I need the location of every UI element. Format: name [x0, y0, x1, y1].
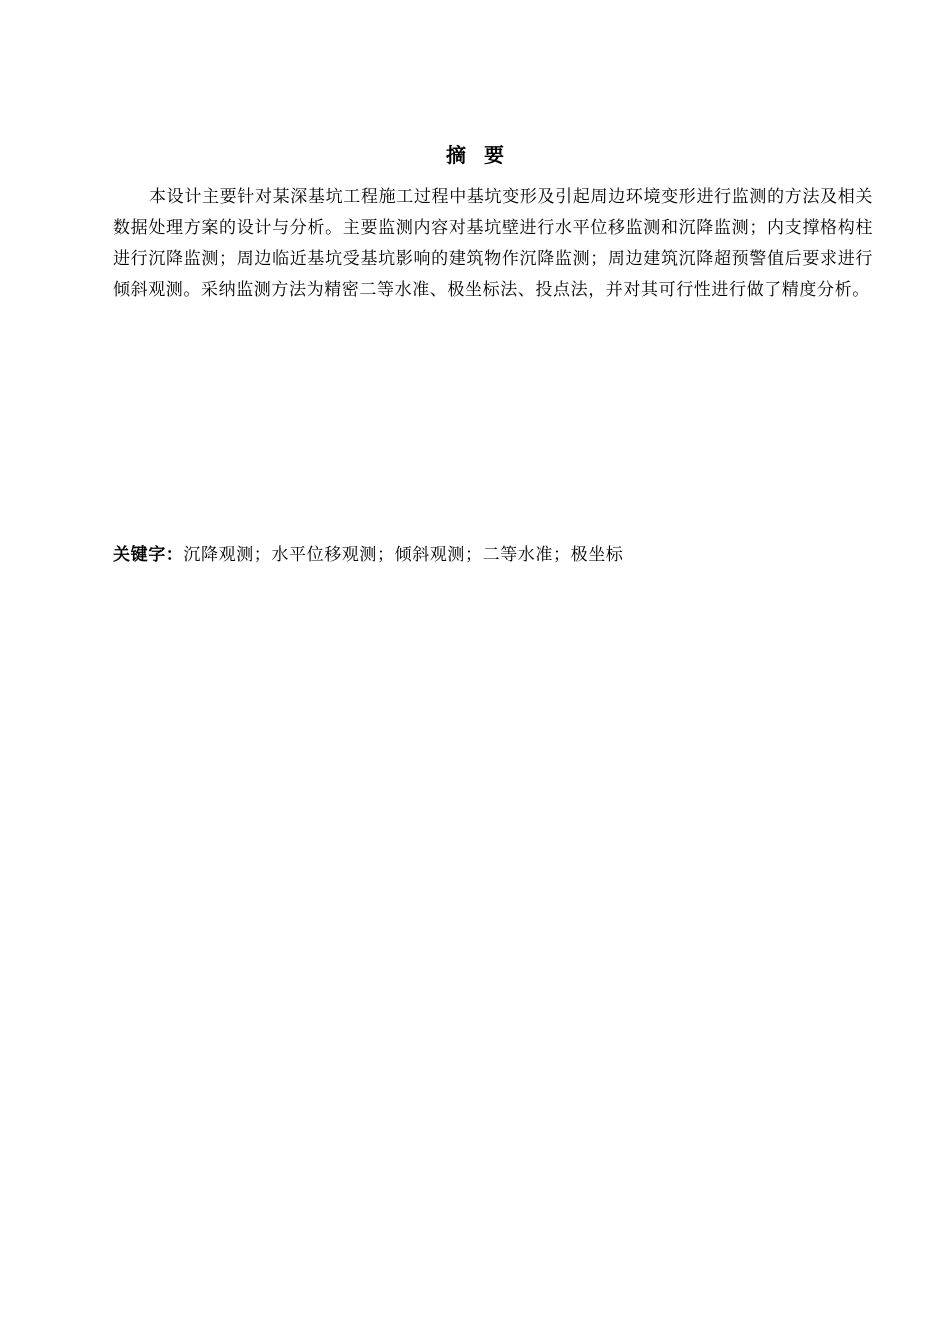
- abstract-body: [113, 182, 873, 306]
- keywords-label: 关键字：: [113, 545, 184, 565]
- abstract-paragraph: 本设计主要针对某深基坑工程施工过程中基坑变形及引起周边环境变形进行监测的方法及相关数据处理方案的设计与分析。主要监测内容对基坑壁进行水平位移监测和沉降监测；内支撑格构柱进行沉降监测；周边临近基坑受基坑影响的建筑物作沉降监测；周边建筑沉降超预警值后要求进行倾斜观测。采纳监测方法为精密二等水准、极坐标法、投点法，并对其可行性进行做了精度分析。: [113, 187, 873, 300]
- keywords-line: [113, 540, 873, 571]
- keywords-text: 沉降观测；水平位移观测；倾斜观测；二等水准；极坐标: [183, 545, 624, 565]
- abstract-title: 摘要: [446, 143, 522, 167]
